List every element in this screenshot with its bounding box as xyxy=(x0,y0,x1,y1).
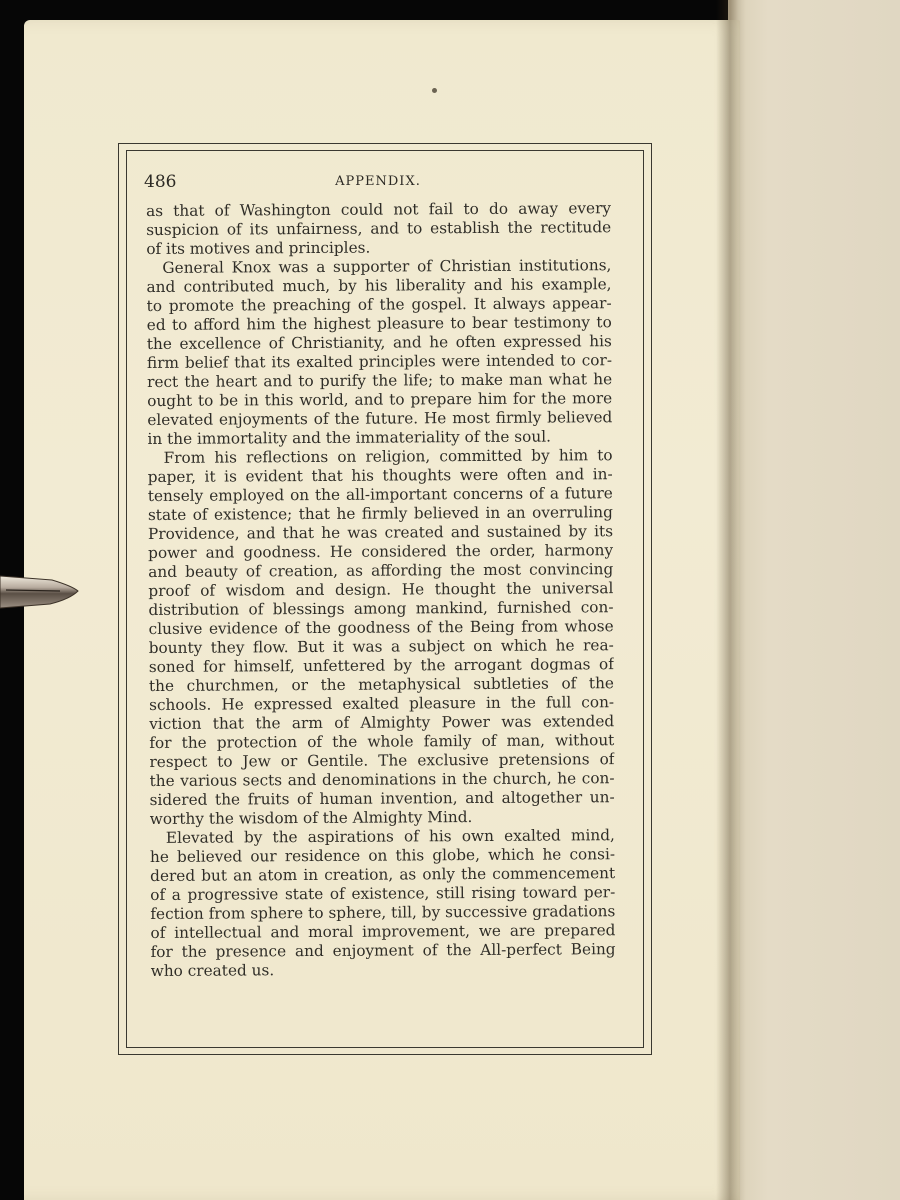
text-line: state of existence; that he firmly believed in an overruling xyxy=(147,503,613,524)
text-line: for the presence and enjoyment of the All-perfect Being xyxy=(150,940,616,961)
page-number: 486 xyxy=(144,172,177,192)
text-line: who created us. xyxy=(150,961,275,980)
text-line: worthy the wisdom of the Almighty Mind. xyxy=(149,808,473,828)
next-page-edge xyxy=(728,0,900,1200)
text-line: rect the heart and to purify the life; to make man what he xyxy=(147,370,613,391)
gutter-shadow xyxy=(716,0,746,1200)
body-text xyxy=(146,199,616,981)
text-line: schools. He expressed exalted pleasure in the full con- xyxy=(149,693,615,714)
text-line: ought to be in this world, and to prepare him for the more xyxy=(147,389,613,410)
text-line: ed to afford him the highest pleasure to bear testimony to xyxy=(146,313,612,334)
pen-tip-bookmark xyxy=(0,566,80,614)
page-header xyxy=(144,172,612,194)
text-line: of its motives and principles. xyxy=(146,238,371,258)
text-line: bounty they flow. But it was a subject on which he rea- xyxy=(148,636,614,657)
text-line: and beauty of creation, as affording the most convincing xyxy=(148,560,614,581)
text-line: Elevated by the aspirations of his own exalted mind, xyxy=(165,826,615,847)
text-line: the churchmen, or the metaphysical subtleties of the xyxy=(148,674,615,695)
text-line: sidered the fruits of human invention, and altogether un- xyxy=(149,788,615,809)
text-line: tensely employed on the all-important concerns of a future xyxy=(147,484,613,505)
text-line: he believed our residence on this globe, which he consi- xyxy=(149,845,616,866)
text-line: of intellectual and moral improvement, we are prepared xyxy=(150,921,616,942)
text-line: of a progressive state of existence, still rising toward per- xyxy=(150,883,616,904)
text-line: in the immortality and the immateriality of the soul. xyxy=(147,427,551,448)
running-head: APPENDIX. xyxy=(335,174,421,189)
text-line: soned for himself, unfettered by the arrogant dogmas of xyxy=(148,655,614,676)
text-line: From his reflections on religion, committed by him to xyxy=(163,446,613,467)
text-line: and contributed much, by his liberality and his example, xyxy=(146,275,612,296)
text-line: as that of Washington could not fail to do away every xyxy=(146,199,612,220)
text-line: suspicion of its unfairness, and to establish the rectitude xyxy=(146,218,612,239)
text-line: Providence, and that he was created and sustained by its xyxy=(147,522,614,543)
text-line: the various sects and denominations in the church, he con- xyxy=(149,769,615,790)
text-line: the excellence of Christianity, and he often expressed his xyxy=(146,332,612,353)
text-line: respect to Jew or Gentile. The exclusive pretensions of xyxy=(149,750,615,771)
text-line: proof of wisdom and design. He thought the universal xyxy=(148,579,614,600)
text-line: fection from sphere to sphere, till, by successive gradations xyxy=(150,902,616,923)
text-line: for the protection of the whole family of man, without xyxy=(149,731,615,752)
text-line: firm belief that its exalted principles were intended to cor- xyxy=(146,351,613,372)
text-line: power and goodness. He considered the order, harmony xyxy=(148,541,614,562)
text-line: elevated enjoyments of the future. He most firmly believed xyxy=(147,408,613,429)
text-line: paper, it is evident that his thoughts were often and in- xyxy=(147,465,613,486)
text-line: General Knox was a supporter of Christian institutions, xyxy=(162,256,612,277)
text-line: clusive evidence of the goodness of the Being from whose xyxy=(148,617,614,638)
text-line: distribution of blessings among mankind, furnished con- xyxy=(148,598,614,619)
text-line: to promote the preaching of the gospel. It always appear- xyxy=(146,294,612,315)
text-line: viction that the arm of Almighty Power was extended xyxy=(149,712,615,733)
text-line: dered but an atom in creation, as only the commencement xyxy=(150,864,616,885)
ink-speck xyxy=(432,88,437,93)
